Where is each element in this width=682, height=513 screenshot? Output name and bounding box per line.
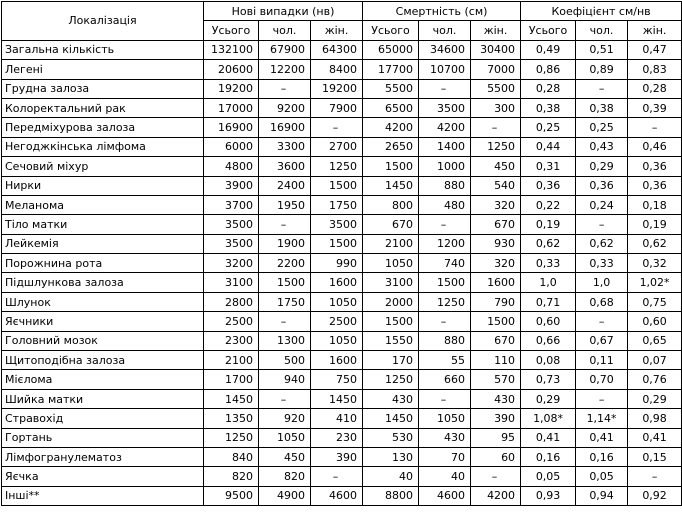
table-row	[2, 79, 682, 98]
value-cell: 19200	[204, 79, 259, 98]
ratio-cell: 0,31	[521, 157, 576, 176]
value-cell: 2300	[204, 331, 259, 350]
ratio-cell: 0,05	[521, 467, 576, 486]
ratio-cell: 0,29	[576, 157, 628, 176]
value-cell: –	[419, 215, 471, 234]
ratio-cell: 0,36	[521, 176, 576, 195]
ratio-cell: 0,66	[521, 331, 576, 350]
ratio-cell: 0,41	[521, 428, 576, 447]
table-row	[2, 195, 682, 214]
value-cell: 3500	[419, 98, 471, 117]
value-cell: 3300	[259, 137, 311, 156]
value-cell: 1450	[363, 176, 419, 195]
value-cell: 740	[419, 254, 471, 273]
ratio-cell: 0,62	[521, 234, 576, 253]
value-cell: 1250	[204, 428, 259, 447]
ratio-cell: 0,33	[576, 254, 628, 273]
subheader-cell: Усього	[521, 21, 576, 40]
value-cell: 65000	[363, 40, 419, 59]
ratio-cell: 0,43	[576, 137, 628, 156]
ratio-cell: 0,60	[521, 312, 576, 331]
value-cell: 1450	[311, 389, 363, 408]
value-cell: 940	[259, 370, 311, 389]
ratio-cell: 0,16	[521, 447, 576, 466]
value-cell: 990	[311, 254, 363, 273]
value-cell: 110	[471, 351, 521, 370]
value-cell: 2500	[311, 312, 363, 331]
value-cell: 670	[363, 215, 419, 234]
value-cell: 300	[471, 98, 521, 117]
ratio-cell: 0,89	[576, 60, 628, 79]
value-cell: 320	[471, 195, 521, 214]
value-cell: 3500	[204, 234, 259, 253]
value-cell: 3900	[204, 176, 259, 195]
ratio-cell: 0,62	[628, 234, 682, 253]
ratio-cell: 0,36	[628, 176, 682, 195]
localization-cell: Лейкемія	[2, 234, 204, 253]
ratio-cell: 0,93	[521, 486, 576, 505]
value-cell: 670	[471, 215, 521, 234]
value-cell: 430	[363, 389, 419, 408]
localization-cell: Яєчка	[2, 467, 204, 486]
ratio-cell: 0,07	[628, 351, 682, 370]
ratio-cell: 0,38	[521, 98, 576, 117]
value-cell: 1350	[204, 409, 259, 428]
value-cell: 8800	[363, 486, 419, 505]
localization-cell: Загальна кількість	[2, 40, 204, 59]
ratio-cell: 0,25	[576, 118, 628, 137]
value-cell: 2800	[204, 292, 259, 311]
ratio-cell: 0,28	[628, 79, 682, 98]
value-cell: 2700	[311, 137, 363, 156]
ratio-cell: 0,38	[576, 98, 628, 117]
table-row	[2, 447, 682, 466]
value-cell: 6000	[204, 137, 259, 156]
value-cell: 1300	[259, 331, 311, 350]
localization-cell: Підшлункова залоза	[2, 273, 204, 292]
localization-cell: Негоджкінська лімфома	[2, 137, 204, 156]
value-cell: 4200	[471, 486, 521, 505]
value-cell: 1250	[419, 292, 471, 311]
value-cell: 820	[204, 467, 259, 486]
value-cell: 2400	[259, 176, 311, 195]
value-cell: 3200	[204, 254, 259, 273]
value-cell: –	[259, 389, 311, 408]
subheader-cell: жін.	[311, 21, 363, 40]
ratio-cell: 0,25	[521, 118, 576, 137]
ratio-cell: 0,08	[521, 351, 576, 370]
value-cell: 9200	[259, 98, 311, 117]
localization-cell: Порожнина рота	[2, 254, 204, 273]
localization-cell: Щитоподібна залоза	[2, 351, 204, 370]
value-cell: 3100	[363, 273, 419, 292]
value-cell: 1500	[363, 312, 419, 331]
value-cell: 2650	[363, 137, 419, 156]
value-cell: 2000	[363, 292, 419, 311]
value-cell: 1500	[311, 176, 363, 195]
table-row	[2, 157, 682, 176]
value-cell: 1250	[311, 157, 363, 176]
value-cell: 55	[419, 351, 471, 370]
ratio-cell: 0,47	[628, 40, 682, 59]
table-row	[2, 428, 682, 447]
ratio-cell: 0,75	[628, 292, 682, 311]
ratio-cell: –	[628, 118, 682, 137]
value-cell: 1400	[419, 137, 471, 156]
value-cell: 2100	[363, 234, 419, 253]
value-cell: 800	[363, 195, 419, 214]
value-cell: 7900	[311, 98, 363, 117]
ratio-cell: 0,62	[576, 234, 628, 253]
ratio-cell: –	[576, 215, 628, 234]
table-row	[2, 234, 682, 253]
value-cell: 2500	[204, 312, 259, 331]
ratio-cell: –	[576, 79, 628, 98]
value-cell: –	[311, 467, 363, 486]
ratio-cell: 0,44	[521, 137, 576, 156]
value-cell: 5500	[471, 79, 521, 98]
ratio-cell: 0,24	[576, 195, 628, 214]
ratio-cell: 0,16	[576, 447, 628, 466]
value-cell: 20600	[204, 60, 259, 79]
value-cell: 430	[471, 389, 521, 408]
ratio-cell: 0,29	[521, 389, 576, 408]
value-cell: 410	[311, 409, 363, 428]
ratio-cell: 0,33	[521, 254, 576, 273]
value-cell: 570	[471, 370, 521, 389]
value-cell: 3700	[204, 195, 259, 214]
localization-cell: Шлунок	[2, 292, 204, 311]
ratio-cell: 0,29	[628, 389, 682, 408]
ratio-cell: 0,28	[521, 79, 576, 98]
value-cell: 12200	[259, 60, 311, 79]
localization-cell: Грудна залоза	[2, 79, 204, 98]
value-cell: 3500	[204, 215, 259, 234]
value-cell: 1600	[471, 273, 521, 292]
value-cell: 4800	[204, 157, 259, 176]
value-cell: 4200	[363, 118, 419, 137]
table-row	[2, 292, 682, 311]
value-cell: 17000	[204, 98, 259, 117]
value-cell: 30400	[471, 40, 521, 59]
value-cell: 430	[419, 428, 471, 447]
value-cell: 1050	[311, 292, 363, 311]
value-cell: 1050	[419, 409, 471, 428]
value-cell: 500	[259, 351, 311, 370]
ratio-cell: 1,08*	[521, 409, 576, 428]
ratio-cell: 0,39	[628, 98, 682, 117]
ratio-cell: 0,76	[628, 370, 682, 389]
table-row	[2, 389, 682, 408]
value-cell: 4200	[419, 118, 471, 137]
localization-cell: Колоректальний рак	[2, 98, 204, 117]
value-cell: 840	[204, 447, 259, 466]
value-cell: 1500	[363, 157, 419, 176]
value-cell: 70	[419, 447, 471, 466]
subheader-cell: Усього	[363, 21, 419, 40]
value-cell: 95	[471, 428, 521, 447]
value-cell: 4900	[259, 486, 311, 505]
localization-cell: Сечовий міхур	[2, 157, 204, 176]
localization-cell: Лімфогранулематоз	[2, 447, 204, 466]
table-row	[2, 176, 682, 195]
ratio-cell: 1,02*	[628, 273, 682, 292]
localization-cell: Шийка матки	[2, 389, 204, 408]
ratio-cell: 0,32	[628, 254, 682, 273]
table-row	[2, 351, 682, 370]
value-cell: 930	[471, 234, 521, 253]
value-cell: –	[419, 79, 471, 98]
subheader-cell: Усього	[204, 21, 259, 40]
value-cell: 820	[259, 467, 311, 486]
value-cell: 170	[363, 351, 419, 370]
value-cell: –	[419, 389, 471, 408]
value-cell: 480	[419, 195, 471, 214]
ratio-cell: 1,0	[521, 273, 576, 292]
value-cell: 1450	[363, 409, 419, 428]
value-cell: 880	[419, 176, 471, 195]
value-cell: 64300	[311, 40, 363, 59]
value-cell: 130	[363, 447, 419, 466]
localization-cell: Легені	[2, 60, 204, 79]
value-cell: 4600	[311, 486, 363, 505]
value-cell: 16900	[204, 118, 259, 137]
value-cell: 920	[259, 409, 311, 428]
ratio-cell: 0,49	[521, 40, 576, 59]
value-cell: 1250	[471, 137, 521, 156]
value-cell: 6500	[363, 98, 419, 117]
value-cell: 660	[419, 370, 471, 389]
localization-cell: Мієлома	[2, 370, 204, 389]
value-cell: 40	[363, 467, 419, 486]
ratio-cell: 0,60	[628, 312, 682, 331]
value-cell: 750	[311, 370, 363, 389]
value-cell: 1500	[259, 273, 311, 292]
localization-cell: Тіло матки	[2, 215, 204, 234]
new-cases-header: Нові випадки (нв)	[204, 2, 363, 21]
value-cell: 2100	[204, 351, 259, 370]
value-cell: 1250	[363, 370, 419, 389]
value-cell: 450	[471, 157, 521, 176]
value-cell: 450	[259, 447, 311, 466]
table-row	[2, 98, 682, 117]
ratio-cell: 0,71	[521, 292, 576, 311]
ratio-cell: 0,36	[628, 157, 682, 176]
value-cell: 60	[471, 447, 521, 466]
value-cell: 3500	[311, 215, 363, 234]
localization-header: Локалізація	[2, 2, 204, 41]
localization-cell: Нирки	[2, 176, 204, 195]
localization-cell: Гортань	[2, 428, 204, 447]
value-cell: 670	[471, 331, 521, 350]
value-cell: 16900	[259, 118, 311, 137]
value-cell: 3100	[204, 273, 259, 292]
value-cell: 1600	[311, 351, 363, 370]
value-cell: 1500	[311, 234, 363, 253]
value-cell: 230	[311, 428, 363, 447]
table-row	[2, 331, 682, 350]
localization-cell: Передміхурова залоза	[2, 118, 204, 137]
ratio-cell: 0,73	[521, 370, 576, 389]
value-cell: 1950	[259, 195, 311, 214]
localization-cell: Стравохід	[2, 409, 204, 428]
cancer-statistics-table	[1, 1, 682, 506]
ratio-cell: 0,36	[576, 176, 628, 195]
ratio-cell: 0,68	[576, 292, 628, 311]
ratio-cell: –	[576, 389, 628, 408]
value-cell: –	[259, 215, 311, 234]
ratio-cell: 0,98	[628, 409, 682, 428]
value-cell: 530	[363, 428, 419, 447]
ratio-cell: 0,41	[628, 428, 682, 447]
value-cell: 5500	[363, 79, 419, 98]
ratio-cell: 1,0	[576, 273, 628, 292]
value-cell: 320	[471, 254, 521, 273]
table-row	[2, 486, 682, 505]
table-row	[2, 370, 682, 389]
ratio-cell: 0,19	[521, 215, 576, 234]
localization-cell: Меланома	[2, 195, 204, 214]
value-cell: 7000	[471, 60, 521, 79]
value-cell: 540	[471, 176, 521, 195]
value-cell: 9500	[204, 486, 259, 505]
value-cell: –	[471, 467, 521, 486]
value-cell: 880	[419, 331, 471, 350]
subheader-cell: жін.	[471, 21, 521, 40]
subheader-cell: чол.	[576, 21, 628, 40]
value-cell: –	[311, 118, 363, 137]
ratio-cell: –	[628, 467, 682, 486]
value-cell: 1050	[311, 331, 363, 350]
value-cell: 8400	[311, 60, 363, 79]
header-row-groups	[2, 2, 682, 21]
value-cell: 1600	[311, 273, 363, 292]
localization-cell: Інші**	[2, 486, 204, 505]
value-cell: –	[419, 312, 471, 331]
value-cell: 34600	[419, 40, 471, 59]
value-cell: 1750	[259, 292, 311, 311]
ratio-cell: 0,46	[628, 137, 682, 156]
ratio-cell: 0,65	[628, 331, 682, 350]
localization-cell: Яєчники	[2, 312, 204, 331]
ratio-cell: 0,51	[576, 40, 628, 59]
value-cell: 1050	[363, 254, 419, 273]
table-row	[2, 215, 682, 234]
value-cell: 1550	[363, 331, 419, 350]
ratio-cell: 0,11	[576, 351, 628, 370]
value-cell: 1000	[419, 157, 471, 176]
ratio-cell: 1,14*	[576, 409, 628, 428]
value-cell: 132100	[204, 40, 259, 59]
table-row	[2, 40, 682, 59]
value-cell: 67900	[259, 40, 311, 59]
value-cell: 3600	[259, 157, 311, 176]
value-cell: 1500	[471, 312, 521, 331]
ratio-cell: 0,67	[576, 331, 628, 350]
ratio-cell: 0,92	[628, 486, 682, 505]
ratio-cell: –	[576, 312, 628, 331]
value-cell: 790	[471, 292, 521, 311]
table-row	[2, 409, 682, 428]
ratio-cell: 0,18	[628, 195, 682, 214]
value-cell: 1050	[259, 428, 311, 447]
value-cell: 40	[419, 467, 471, 486]
value-cell: 1700	[204, 370, 259, 389]
value-cell: 17700	[363, 60, 419, 79]
ratio-cell: 0,22	[521, 195, 576, 214]
value-cell: –	[259, 312, 311, 331]
value-cell: 390	[311, 447, 363, 466]
value-cell: 1750	[311, 195, 363, 214]
ratio-cell: 0,70	[576, 370, 628, 389]
ratio-cell: 0,41	[576, 428, 628, 447]
value-cell: 10700	[419, 60, 471, 79]
subheader-cell: жін.	[628, 21, 682, 40]
value-cell: –	[259, 79, 311, 98]
table-row	[2, 467, 682, 486]
localization-cell: Головний мозок	[2, 331, 204, 350]
subheader-cell: чол.	[259, 21, 311, 40]
value-cell: 2200	[259, 254, 311, 273]
table-row	[2, 118, 682, 137]
ratio-header: Коефіцієнт см/нв	[521, 2, 682, 21]
ratio-cell: 0,19	[628, 215, 682, 234]
table-row	[2, 273, 682, 292]
value-cell: 1900	[259, 234, 311, 253]
value-cell: –	[471, 118, 521, 137]
value-cell: 1450	[204, 389, 259, 408]
ratio-cell: 0,05	[576, 467, 628, 486]
value-cell: 1500	[419, 273, 471, 292]
ratio-cell: 0,15	[628, 447, 682, 466]
table-row	[2, 137, 682, 156]
value-cell: 1200	[419, 234, 471, 253]
value-cell: 390	[471, 409, 521, 428]
value-cell: 4600	[419, 486, 471, 505]
table-row	[2, 254, 682, 273]
ratio-cell: 0,86	[521, 60, 576, 79]
mortality-header: Смертність (см)	[363, 2, 521, 21]
table-body	[2, 40, 682, 505]
table-row	[2, 60, 682, 79]
table-row	[2, 312, 682, 331]
value-cell: 19200	[311, 79, 363, 98]
subheader-cell: чол.	[419, 21, 471, 40]
ratio-cell: 0,83	[628, 60, 682, 79]
ratio-cell: 0,94	[576, 486, 628, 505]
